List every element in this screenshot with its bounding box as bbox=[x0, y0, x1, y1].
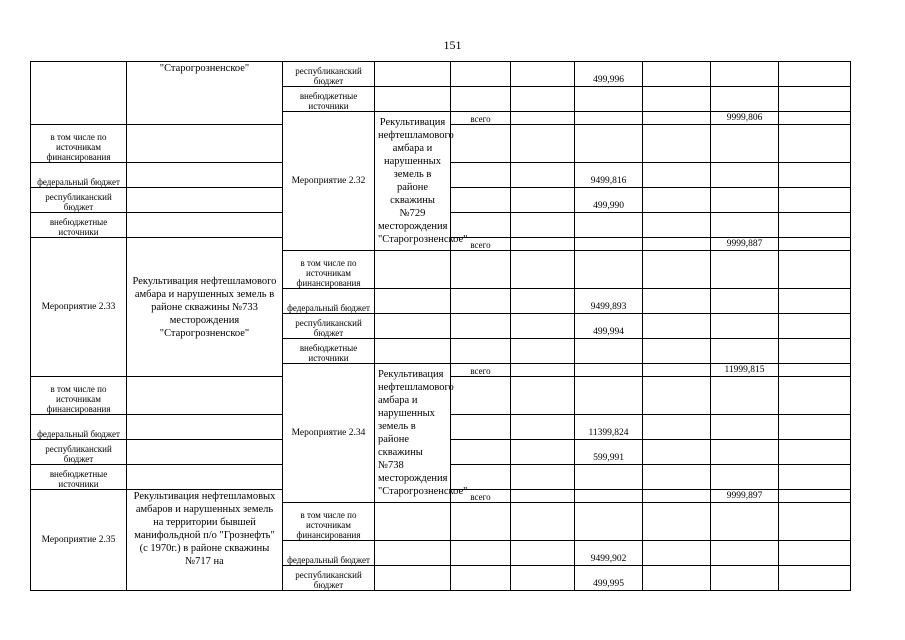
empty-cell bbox=[643, 250, 711, 288]
empty-cell bbox=[711, 250, 779, 288]
amount-cell: 9999,897 bbox=[711, 490, 779, 503]
empty-cell bbox=[779, 339, 851, 364]
amount-cell bbox=[575, 124, 643, 162]
empty-cell bbox=[711, 565, 779, 590]
empty-cell bbox=[511, 288, 575, 313]
empty-cell bbox=[711, 376, 779, 414]
empty-cell bbox=[451, 62, 511, 87]
funding-source-cell: федеральный бюджет bbox=[31, 414, 127, 439]
empty-cell bbox=[643, 238, 711, 251]
empty-cell bbox=[779, 490, 851, 503]
amount-cell bbox=[575, 339, 643, 364]
empty-cell bbox=[779, 238, 851, 251]
empty-cell bbox=[511, 565, 575, 590]
empty-cell bbox=[127, 439, 283, 464]
amount-cell bbox=[575, 502, 643, 540]
empty-cell bbox=[711, 87, 779, 112]
empty-cell bbox=[779, 465, 851, 490]
empty-cell bbox=[375, 87, 451, 112]
empty-cell bbox=[451, 540, 511, 565]
empty-cell bbox=[451, 162, 511, 187]
empty-cell bbox=[711, 502, 779, 540]
funding-source-cell: внебюджетные источники bbox=[283, 339, 375, 364]
empty-cell bbox=[779, 250, 851, 288]
empty-cell bbox=[711, 187, 779, 212]
empty-cell bbox=[643, 339, 711, 364]
empty-cell bbox=[779, 162, 851, 187]
empty-cell bbox=[375, 540, 451, 565]
empty-cell bbox=[451, 313, 511, 338]
funding-source-cell: в том числе по источникам финансирования bbox=[283, 250, 375, 288]
empty-cell bbox=[511, 112, 575, 125]
funding-source-cell: федеральный бюджет bbox=[31, 162, 127, 187]
empty-cell bbox=[451, 565, 511, 590]
empty-cell bbox=[375, 313, 451, 338]
empty-cell bbox=[711, 288, 779, 313]
funding-source-cell: всего bbox=[451, 364, 511, 377]
funding-source-cell: республиканский бюджет bbox=[283, 62, 375, 87]
amount-cell: 9499,893 bbox=[575, 288, 643, 313]
funding-source-cell: республиканский бюджет bbox=[31, 187, 127, 212]
empty-cell bbox=[511, 250, 575, 288]
empty-cell bbox=[779, 288, 851, 313]
event-cell: Мероприятие 2.32 bbox=[283, 112, 375, 251]
empty-cell bbox=[779, 124, 851, 162]
empty-cell bbox=[375, 565, 451, 590]
empty-cell bbox=[127, 414, 283, 439]
empty-cell bbox=[779, 414, 851, 439]
empty-cell bbox=[375, 62, 451, 87]
empty-cell bbox=[451, 288, 511, 313]
amount-cell bbox=[575, 87, 643, 112]
event-cell: Мероприятие 2.33 bbox=[31, 238, 127, 377]
empty-cell bbox=[575, 238, 643, 251]
empty-cell bbox=[451, 124, 511, 162]
empty-cell bbox=[779, 213, 851, 238]
amount-cell: 11399,824 bbox=[575, 414, 643, 439]
empty-cell bbox=[511, 213, 575, 238]
empty-cell bbox=[643, 414, 711, 439]
empty-cell bbox=[511, 502, 575, 540]
empty-cell bbox=[451, 502, 511, 540]
funding-source-cell: внебюджетные источники bbox=[31, 213, 127, 238]
empty-cell bbox=[779, 87, 851, 112]
empty-cell bbox=[711, 313, 779, 338]
empty-cell bbox=[375, 339, 451, 364]
table-row bbox=[31, 62, 851, 87]
funding-source-cell: федеральный бюджет bbox=[283, 288, 375, 313]
empty-cell bbox=[451, 250, 511, 288]
empty-cell bbox=[127, 376, 283, 414]
amount-cell: 9499,902 bbox=[575, 540, 643, 565]
funding-source-cell: внебюджетные источники bbox=[283, 87, 375, 112]
empty-cell bbox=[511, 313, 575, 338]
empty-cell bbox=[643, 540, 711, 565]
empty-cell bbox=[643, 313, 711, 338]
amount-cell: 11999,815 bbox=[711, 364, 779, 377]
empty-cell bbox=[127, 162, 283, 187]
funding-source-cell: федеральный бюджет bbox=[283, 540, 375, 565]
empty-cell bbox=[779, 313, 851, 338]
empty-cell bbox=[575, 112, 643, 125]
event-cell: Мероприятие 2.35 bbox=[31, 490, 127, 591]
empty-cell bbox=[127, 124, 283, 162]
empty-cell bbox=[643, 124, 711, 162]
funding-source-cell: всего bbox=[451, 490, 511, 503]
empty-cell bbox=[375, 288, 451, 313]
empty-cell bbox=[779, 502, 851, 540]
empty-cell bbox=[779, 439, 851, 464]
empty-cell bbox=[511, 339, 575, 364]
amount-cell: 499,996 bbox=[575, 62, 643, 87]
empty-cell bbox=[711, 414, 779, 439]
empty-cell bbox=[643, 502, 711, 540]
amount-cell bbox=[575, 465, 643, 490]
table-body bbox=[31, 62, 851, 591]
amount-cell bbox=[575, 376, 643, 414]
empty-cell bbox=[643, 439, 711, 464]
funding-source-cell: в том числе по источникам финансирования bbox=[283, 502, 375, 540]
empty-cell bbox=[511, 439, 575, 464]
amount-cell: 9999,887 bbox=[711, 238, 779, 251]
empty-cell bbox=[451, 414, 511, 439]
empty-cell bbox=[127, 187, 283, 212]
event-name-cell: "Старогрозненское" bbox=[127, 62, 283, 125]
empty-cell bbox=[643, 465, 711, 490]
event-name-cell: Рекультивация нефтешламового амбара и нарушенных земель в районе скважины №733 месторождения "Старогрозненское" bbox=[127, 238, 283, 377]
empty-cell bbox=[711, 465, 779, 490]
empty-cell bbox=[511, 414, 575, 439]
empty-cell bbox=[643, 490, 711, 503]
empty-cell bbox=[511, 238, 575, 251]
empty-cell bbox=[779, 565, 851, 590]
empty-cell bbox=[779, 364, 851, 377]
empty-cell bbox=[643, 288, 711, 313]
empty-cell bbox=[643, 162, 711, 187]
funding-source-cell: в том числе по источникам финансирования bbox=[31, 376, 127, 414]
empty-cell bbox=[779, 187, 851, 212]
empty-cell bbox=[375, 502, 451, 540]
empty-cell bbox=[711, 62, 779, 87]
empty-cell bbox=[643, 62, 711, 87]
amount-cell: 499,994 bbox=[575, 313, 643, 338]
empty-cell bbox=[451, 339, 511, 364]
empty-cell bbox=[511, 162, 575, 187]
amount-cell: 499,995 bbox=[575, 565, 643, 590]
empty-cell bbox=[575, 364, 643, 377]
empty-cell bbox=[643, 364, 711, 377]
empty-cell bbox=[511, 364, 575, 377]
empty-cell bbox=[643, 112, 711, 125]
event-name-cell: Рекультивация нефтешламового амбара и нарушенных земель в районе скважины №729 месторождения "Старогрозненское" bbox=[375, 112, 451, 251]
funding-source-cell: республиканский бюджет bbox=[283, 565, 375, 590]
empty-cell bbox=[711, 124, 779, 162]
empty-cell bbox=[779, 112, 851, 125]
empty-cell bbox=[511, 62, 575, 87]
empty-cell bbox=[643, 187, 711, 212]
empty-cell bbox=[711, 439, 779, 464]
empty-cell bbox=[643, 87, 711, 112]
empty-cell bbox=[711, 213, 779, 238]
funding-source-cell: внебюджетные источники bbox=[31, 465, 127, 490]
empty-cell bbox=[643, 213, 711, 238]
empty-cell bbox=[451, 376, 511, 414]
empty-cell bbox=[711, 339, 779, 364]
event-cell: Мероприятие 2.34 bbox=[283, 364, 375, 503]
page-number: 151 bbox=[443, 38, 462, 52]
empty-cell bbox=[511, 465, 575, 490]
empty-cell bbox=[511, 87, 575, 112]
event-cell bbox=[31, 62, 127, 125]
empty-cell bbox=[511, 187, 575, 212]
empty-cell bbox=[779, 376, 851, 414]
funding-source-cell: всего bbox=[451, 112, 511, 125]
event-name-cell: Рекультивация нефтешламового амбара и нарушенных земель в районе скважины №738 месторождения "Старогрозненское" bbox=[375, 364, 451, 503]
funding-source-cell: республиканский бюджет bbox=[31, 439, 127, 464]
amount-cell bbox=[575, 213, 643, 238]
funding-source-cell: всего bbox=[451, 238, 511, 251]
empty-cell bbox=[375, 250, 451, 288]
empty-cell bbox=[711, 162, 779, 187]
empty-cell bbox=[451, 439, 511, 464]
empty-cell bbox=[511, 124, 575, 162]
empty-cell bbox=[511, 376, 575, 414]
empty-cell bbox=[451, 187, 511, 212]
empty-cell bbox=[511, 490, 575, 503]
amount-cell: 9999,806 bbox=[711, 112, 779, 125]
empty-cell bbox=[127, 465, 283, 490]
empty-cell bbox=[779, 540, 851, 565]
funding-source-cell: в том числе по источникам финансирования bbox=[31, 124, 127, 162]
empty-cell bbox=[643, 376, 711, 414]
amount-cell: 499,990 bbox=[575, 187, 643, 212]
empty-cell bbox=[779, 62, 851, 87]
empty-cell bbox=[451, 87, 511, 112]
empty-cell bbox=[127, 213, 283, 238]
amount-cell: 599,991 bbox=[575, 439, 643, 464]
empty-cell bbox=[643, 565, 711, 590]
amount-cell bbox=[575, 250, 643, 288]
funding-source-cell: республиканский бюджет bbox=[283, 313, 375, 338]
event-name-cell: Рекультивация нефтешламовых амбаров и нарушенных земель на территории бывшей манифольдной п/о "Грознефть" (с 1970г.) в районе скважины №717 на bbox=[127, 490, 283, 591]
empty-cell bbox=[575, 490, 643, 503]
empty-cell bbox=[711, 540, 779, 565]
financing-table bbox=[30, 61, 851, 591]
empty-cell bbox=[511, 540, 575, 565]
amount-cell: 9499,816 bbox=[575, 162, 643, 187]
